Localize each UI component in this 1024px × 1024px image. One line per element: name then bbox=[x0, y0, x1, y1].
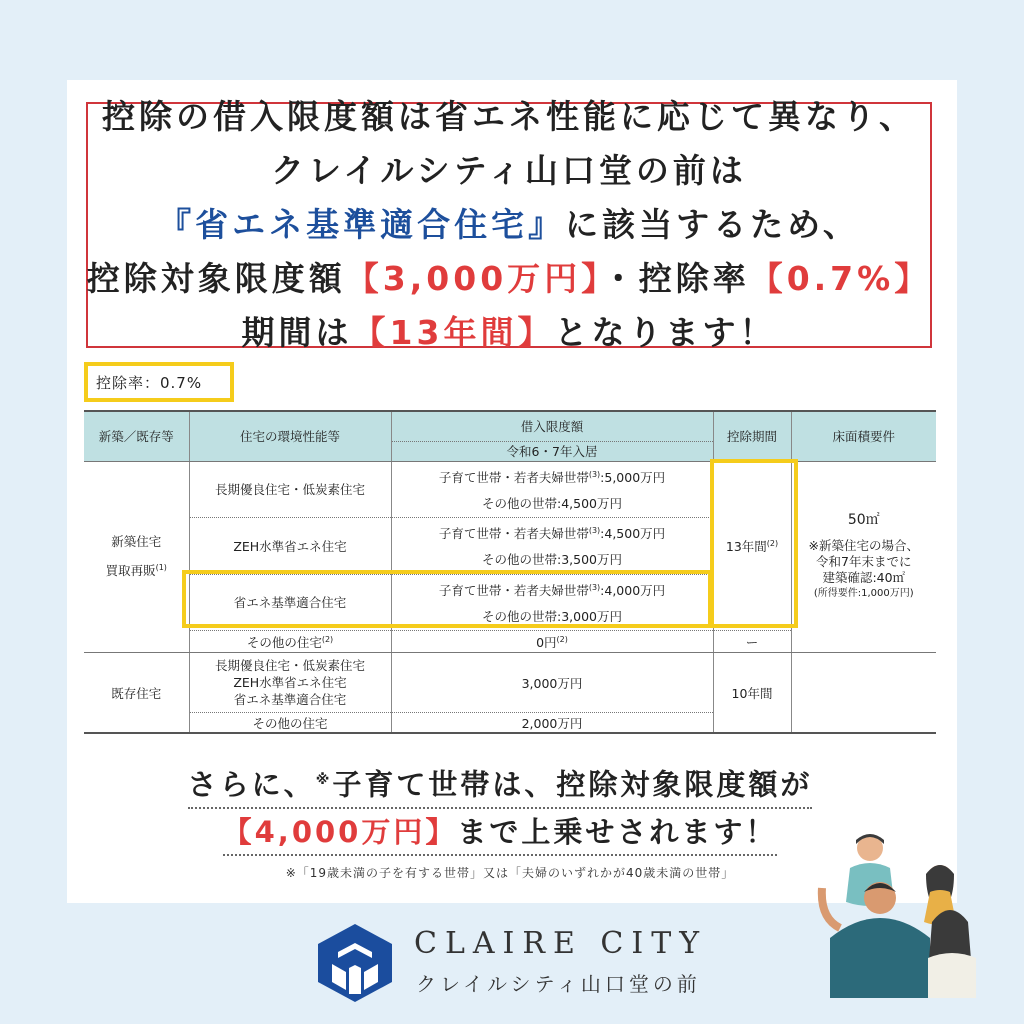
family-illustration-icon bbox=[810, 828, 985, 998]
row-type-energy-standard: 省エネ基準適合住宅 bbox=[189, 574, 391, 630]
limit-label-a: 子育て世帯・若者夫婦世帯 bbox=[438, 470, 589, 486]
headline-line-4-b: ・控除率 bbox=[601, 259, 750, 298]
footnote: ※「19歳未満の子を有する世帯」又は「夫婦のいずれかが40歳未満の世帯」 bbox=[285, 866, 735, 880]
limit-footnote: (3) bbox=[588, 526, 601, 536]
floor-area-main: 50㎡ bbox=[847, 511, 880, 528]
row-type-other-new bbox=[189, 631, 391, 653]
limit-line-a bbox=[392, 462, 713, 491]
floor-area-requirement bbox=[791, 461, 936, 652]
existing-limit: 3,000万円 bbox=[391, 653, 713, 713]
headline-line-3-rest: に該当するため、 bbox=[565, 205, 860, 244]
logo-english: CLAIRE CITY bbox=[414, 926, 708, 961]
new-housing-label-2 bbox=[84, 555, 189, 584]
subline-1-a: さらに、 bbox=[187, 767, 316, 802]
deduction-rate-box: 控除率：0.7% bbox=[84, 362, 234, 402]
limit-footnote: (3) bbox=[588, 469, 601, 479]
header-new-existing: 新築／既存等 bbox=[84, 411, 189, 461]
existing-types bbox=[189, 653, 391, 713]
resale-footnote: (1) bbox=[155, 563, 167, 573]
headline-limit-amount: 【3,000万円】 bbox=[345, 259, 602, 298]
header-move-in-year: 令和6・7年入居 bbox=[391, 441, 713, 461]
headline-line-4 bbox=[87, 252, 931, 306]
resale-label: 買取再販 bbox=[105, 563, 156, 579]
limit-value-a: :4,000万円 bbox=[600, 582, 666, 598]
headline-period: 【13年間】 bbox=[352, 313, 555, 352]
floor-note-2: 令和7年末までに bbox=[816, 553, 912, 569]
subline-1-mark: ※ bbox=[315, 772, 333, 788]
period-new-footnote: (2) bbox=[766, 538, 779, 548]
headline-line-4-a: 控除対象限度額 bbox=[86, 259, 346, 298]
row-type-zeh: ZEH水準省エネ住宅 bbox=[189, 518, 391, 574]
limit-label-a: 子育て世帯・若者夫婦世帯 bbox=[438, 582, 589, 598]
floor-note-3: 建築確認:40㎡ bbox=[822, 569, 906, 585]
existing-type-2: ZEH水準省エネ住宅 bbox=[233, 675, 347, 691]
existing-floor-area bbox=[791, 653, 936, 733]
headline-box bbox=[86, 97, 932, 352]
subline-1-underline bbox=[188, 760, 813, 809]
header-borrowing-limit: 借入限度額 bbox=[391, 411, 713, 441]
subline-2-underline bbox=[223, 812, 778, 856]
header-deduction-period: 控除期間 bbox=[713, 411, 791, 461]
limit-value-a: :4,500万円 bbox=[600, 526, 666, 542]
headline-line-5-b: となります！ bbox=[554, 313, 777, 352]
headline-rate: 【0.7%】 bbox=[749, 259, 932, 298]
existing-type-1: 長期優良住宅・低炭素住宅 bbox=[214, 658, 365, 674]
period-new bbox=[713, 461, 791, 630]
headline-line-5-a: 期間は bbox=[241, 313, 353, 352]
limit-line-b: その他の世帯:3,500万円 bbox=[482, 552, 622, 568]
subline-2-rest: まで上乗せされます！ bbox=[457, 815, 778, 849]
existing-other-limit: 2,000万円 bbox=[391, 713, 713, 733]
headline-line-1: 控除の借入限度額は省エネ性能に応じて異なり、 bbox=[102, 97, 916, 136]
other-new-type-footnote: (2) bbox=[321, 634, 334, 644]
row-period-other-new: ー bbox=[713, 631, 791, 653]
limit-line-a bbox=[392, 518, 713, 547]
row-limit-long-term bbox=[391, 461, 713, 517]
claire-city-logo-icon bbox=[318, 924, 392, 1002]
existing-other-type: その他の住宅 bbox=[189, 713, 391, 733]
other-new-limit: 0円 bbox=[536, 634, 557, 650]
subline-2 bbox=[140, 812, 860, 856]
logo-japanese: クレイルシティ山口堂の前 bbox=[416, 972, 701, 996]
other-new-type: その他の住宅 bbox=[246, 634, 322, 650]
other-new-limit-footnote: (2) bbox=[556, 634, 568, 644]
header-floor-area: 床面積要件 bbox=[791, 411, 936, 461]
new-housing-label-1: 新築住宅 bbox=[111, 534, 162, 550]
headline-line-3 bbox=[158, 198, 860, 252]
header-environmental-performance: 住宅の環境性能等 bbox=[189, 411, 391, 461]
existing-housing-label: 既存住宅 bbox=[84, 653, 189, 733]
subline-1-b: 子育て世帯は、控除対象限度額が bbox=[332, 767, 813, 802]
period-new-value: 13年間 bbox=[725, 538, 767, 554]
subline-2-amount: 【4,000万円】 bbox=[222, 815, 458, 849]
row-limit-other-new bbox=[391, 631, 713, 653]
headline-line-2: クレイルシティ山口堂の前は bbox=[271, 151, 747, 190]
limit-label-a: 子育て世帯・若者夫婦世帯 bbox=[438, 526, 589, 542]
floor-note-1: ※新築住宅の場合、 bbox=[808, 537, 919, 553]
new-housing-label bbox=[84, 461, 189, 652]
limit-line-b: その他の世帯:4,500万円 bbox=[482, 496, 622, 512]
subline-1 bbox=[140, 760, 860, 809]
existing-type-3: 省エネ基準適合住宅 bbox=[233, 692, 347, 708]
limit-footnote: (3) bbox=[588, 582, 601, 592]
floor-note-4: (所得要件:1,000万円) bbox=[813, 587, 914, 599]
row-limit-zeh bbox=[391, 518, 713, 574]
row-limit-energy-standard bbox=[391, 574, 713, 630]
limit-value-a: :5,000万円 bbox=[600, 470, 666, 486]
headline-line-5 bbox=[242, 306, 777, 360]
headline-highlight-blue: 『省エネ基準適合住宅』 bbox=[158, 205, 566, 244]
limit-line-b: その他の世帯:3,000万円 bbox=[482, 608, 622, 624]
row-type-long-term: 長期優良住宅・低炭素住宅 bbox=[189, 461, 391, 517]
tax-deduction-table bbox=[84, 410, 936, 734]
existing-period: 10年間 bbox=[713, 653, 791, 733]
limit-line-a bbox=[392, 575, 713, 604]
